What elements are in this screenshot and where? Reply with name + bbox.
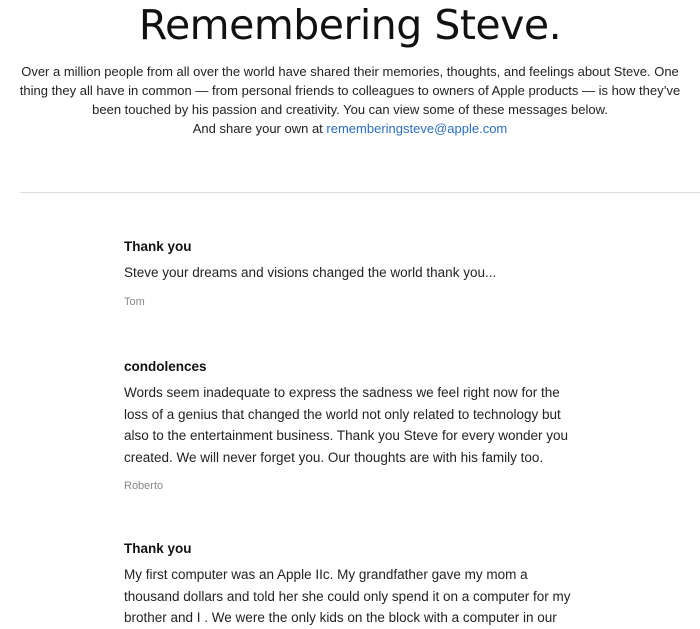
message-body-line: Steve your dreams and visions changed the world thank you... xyxy=(124,265,497,280)
message-title: condolences xyxy=(124,359,207,374)
message-body-line: Words seem inadequate to express the sadness we feel right now for the xyxy=(124,385,560,400)
message-body-line: created. We will never forget you. Our thoughts are with his family too. xyxy=(124,449,544,465)
share-line xyxy=(5,119,695,138)
intro-line: thing they all have in common — from personal friends to colleagues to owners of Apple products — is how they’ve xyxy=(19,83,681,98)
message-body-line: brother and I . We were the only kids on the block with a computer in our xyxy=(124,610,557,625)
message-body xyxy=(124,382,568,468)
message-card xyxy=(124,238,496,309)
intro-text xyxy=(5,62,695,138)
message-card xyxy=(124,540,571,629)
message-body-line: loss of a genius that changed the world not only related to technology but xyxy=(124,406,561,422)
share-prefix: And share your own at xyxy=(192,121,327,136)
message-body-line: My first computer was an Apple IIc. My grandfather gave my mom a xyxy=(124,567,528,582)
intro-line: Over a million people from all over the world have shared their memories, thoughts, and feelings about Steve. One xyxy=(21,64,679,79)
page-title: Remembering Steve. xyxy=(138,1,562,49)
message-author: Roberto xyxy=(124,480,164,492)
share-email-link[interactable]: rememberingsteve@apple.com xyxy=(326,121,508,136)
divider xyxy=(20,192,700,193)
message-body-line: thousand dollars and told her she could only spend it on a computer for my xyxy=(124,588,571,604)
message-title: Thank you xyxy=(124,541,192,556)
message-body-line: also to the entertainment business. Thank you Steve for every wonder you xyxy=(124,428,569,443)
message-body xyxy=(124,564,571,629)
message-card xyxy=(124,358,568,493)
intro-line: been touched by his passion and creativity. You can view some of these messages below. xyxy=(92,102,608,117)
header xyxy=(0,0,700,138)
message-author: Tom xyxy=(124,295,145,308)
message-body xyxy=(124,262,496,284)
message-title: Thank you xyxy=(124,239,192,254)
